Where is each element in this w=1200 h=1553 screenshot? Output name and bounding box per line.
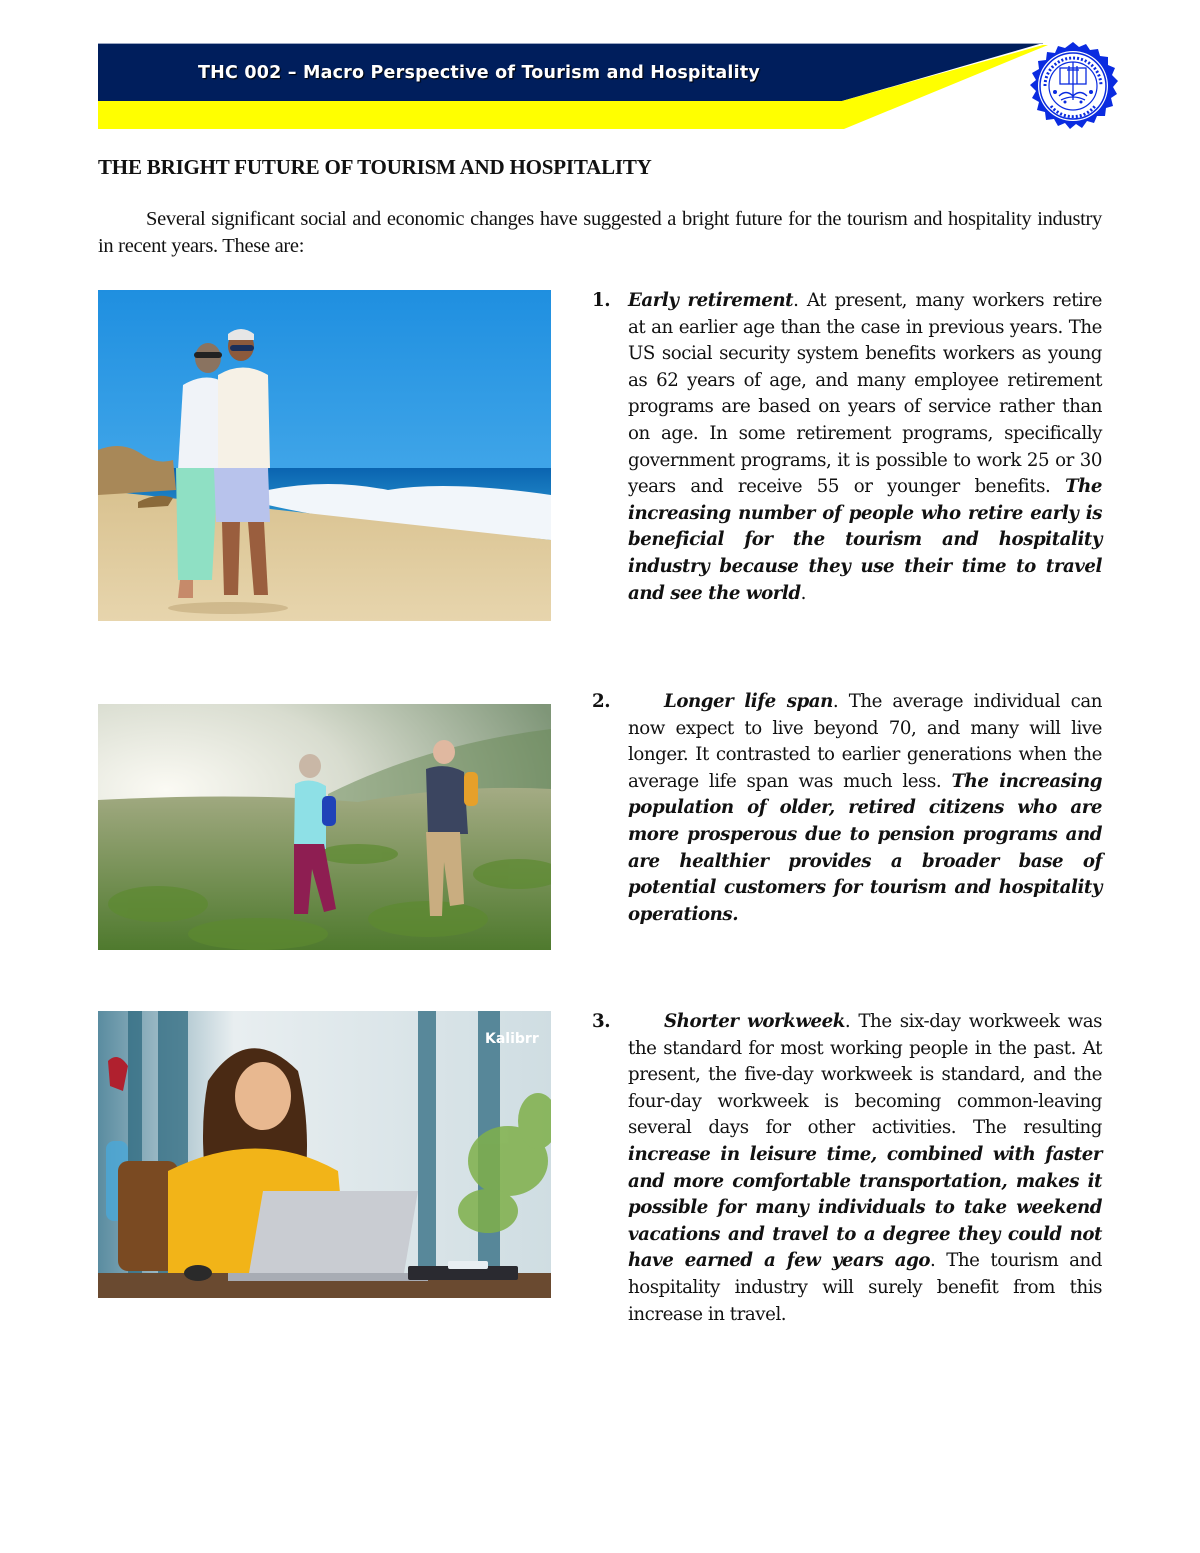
item-emphasis: The increasing population of older, retired citizens who are more prosperous due to pension programs and are healthier provides a broader base of potential customers for tourism and hospitality operations. — [628, 770, 1102, 925]
list-item-shorter-workweek — [592, 1009, 1102, 1328]
item-text: . The average individual can now expect to live beyond 70, and many will live longer. It contrasted to earlier generations when the average life span was much less. — [628, 691, 1102, 792]
list-item-longer-life-span — [592, 689, 1102, 928]
item-title: Longer life span — [664, 691, 833, 712]
item-emphasis: The increasing number of people who retire early is beneficial for the tourism and hospitality industry because they use their time to travel and see the world — [628, 476, 1102, 604]
item-title: Early retirement — [628, 290, 794, 311]
item-tail: . The tourism and hospitality industry will surely benefit from this increase in travel. — [628, 1250, 1102, 1325]
senior-couple-hiking-photo — [98, 704, 551, 950]
item-tail: . — [800, 582, 806, 604]
header-banner — [98, 43, 1058, 129]
page-title: THE BRIGHT FUTURE OF TOURISM AND HOSPITALITY — [98, 155, 652, 179]
list-number: 3. — [592, 1011, 611, 1032]
woman-laptop-photo — [98, 1011, 551, 1298]
kalibrr-watermark: Kalibrr — [485, 1031, 539, 1047]
list-number: 2. — [592, 691, 611, 712]
item-emphasis: increase in leisure time, combined with faster and more comfortable transportation, makes it possible for many individuals to take weekend vacations and travel to a degree they could not have earned a few years ago — [628, 1143, 1102, 1272]
intro-paragraph: Several significant social and economic changes have suggested a bright future for the tourism and hospitality industry in recent years. These are: — [98, 208, 1102, 257]
list-item-body — [628, 689, 1102, 928]
item-text: . At present, many workers retire at an earlier age than the case in previous years. The US social security system benefits workers as young as 62 years of age, and many employee retirement programs are based on years of service rather than on age. In some retirement programs, specifically government programs, it is possible to work 25 or 30 years and receive 55 or younger benefits. — [628, 290, 1102, 498]
list-item-body — [628, 288, 1102, 607]
banner-graphic — [98, 43, 1058, 129]
course-title: THC 002 – Macro Perspective of Tourism and Hospitality — [198, 63, 761, 83]
list-item-body — [628, 1009, 1102, 1328]
list-number: 1. — [592, 290, 611, 311]
item-title: Shorter workweek — [664, 1011, 845, 1032]
senior-couple-beach-photo — [98, 290, 551, 621]
list-item-early-retirement — [592, 288, 1102, 607]
item-text: . The six-day workweek was the standard for most working people in the past. At present, the five-day workweek is standard, and the four-day workweek is becoming common-leaving several days for other activities. The resulting — [628, 1011, 1102, 1139]
university-seal-icon — [1025, 40, 1121, 132]
